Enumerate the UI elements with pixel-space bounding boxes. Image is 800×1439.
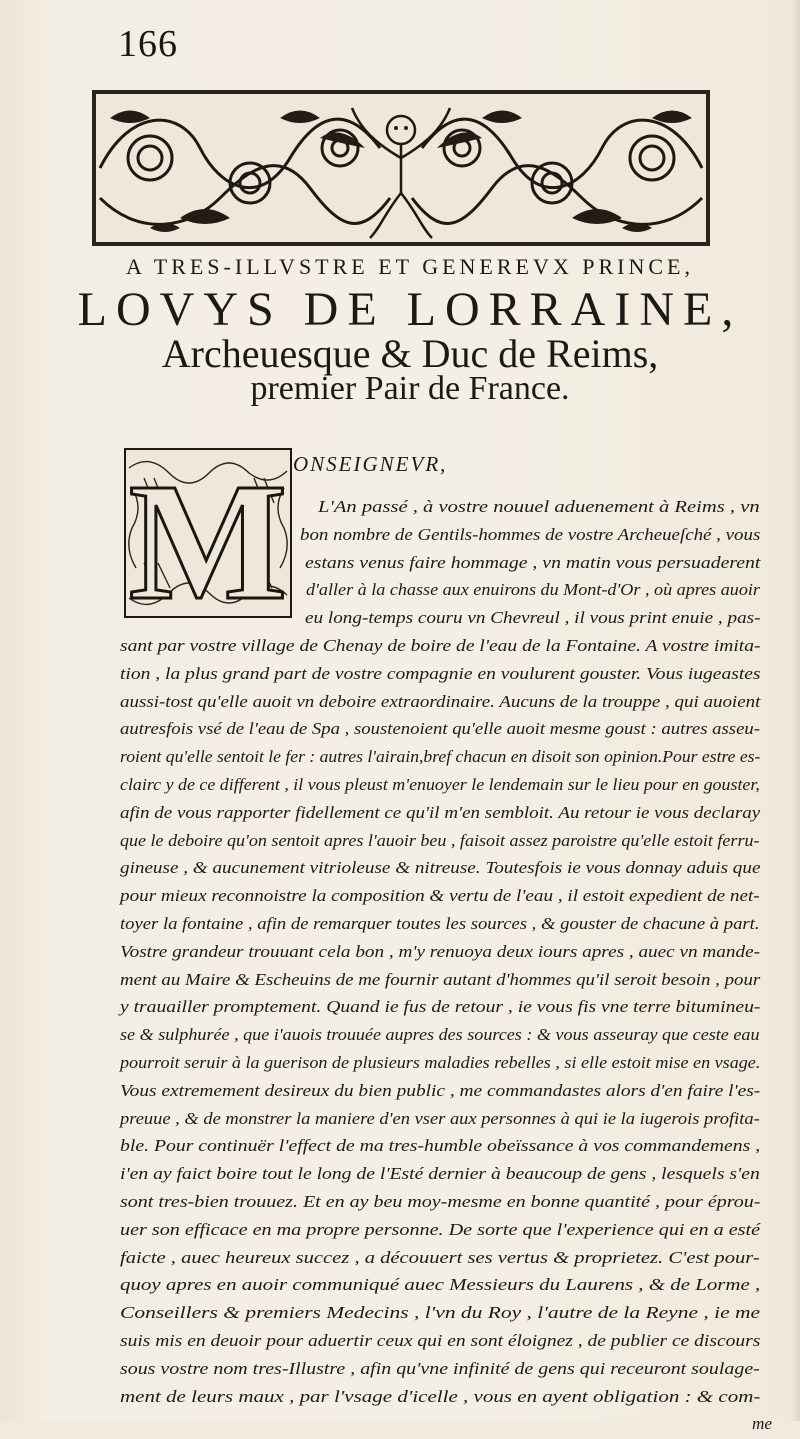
dedicatee-title: Archeuesque & Duc de Reims,: [161, 331, 659, 376]
text-line: eu long-temps couru vn Chevreul , il vous print enuie , pas-: [305, 608, 761, 628]
text-line: que le deboire qu'on sentoit apres l'auoir beu , faisoit assez paroistre qu'elle estoit ferru-: [120, 830, 760, 850]
text-line: gineuse , & aucunement vitrioleuse & nitreuse. Toutesfois ie vous donnay aduis que: [120, 858, 761, 878]
text-line: autresfois vsé de l'eau de Spa , soustenoient qu'elle auoit mesme goust : autres asseu-: [120, 719, 760, 739]
text-line: sont tres-bien trouuez. Et en ay beu moy-mesme en bonne quantité , pour éprou-: [120, 1192, 761, 1211]
catchword: me: [752, 1414, 773, 1434]
text-line: L'An passé , à vostre nouuel aduenement à Reims , vn: [318, 497, 760, 516]
text-line: Vostre grandeur trouuant cela bon , m'y renuoya deux iours apres , auec vn mande-: [120, 941, 760, 961]
text-line: ment au Maire & Escheuins de me fournir autant d'hommes qu'il seroit besoin , pour: [120, 969, 761, 989]
text-line: roient qu'elle sentoit le fer : autres l'airain,bref chacun en disoit son opinion.Pour estre es-: [120, 747, 761, 767]
text-line: pour mieux reconnoistre la composition & vertu de l'eau , il estoit expedient de net-: [120, 886, 760, 906]
page-edge-shadow: [790, 0, 800, 1421]
text-line: uer son efficace en ma propre personne. De sorte que l'experience qui en a esté: [120, 1219, 761, 1239]
text-line: sant par vostre village de Chenay de boire de l'eau de la Fontaine. A vostre imita-: [120, 636, 761, 655]
text-line: se & sulphurée , que i'auois trouuée aupres des sources : & vous asseuray que ceste eau: [120, 1025, 760, 1045]
text-line: faicte , auec heureux succez , a découuert ses vertus & proprietez. C'est pour-: [120, 1247, 760, 1267]
salutation: ONSEIGNEVR,: [293, 452, 448, 476]
drop-cap-letter: M: [128, 449, 288, 618]
text-line: d'aller à la chasse aux enuirons du Mont-d'Or , où apres auoir: [306, 580, 760, 600]
text-line: ble. Pour continuër l'effect de ma tres-humble obeïssance à vos commandemens ,: [120, 1136, 761, 1156]
text-line: tion , la plus grand part de vostre compagnie en voulurent gouster. Vous iugeastes: [120, 663, 761, 683]
text-line: bon nombre de Gentils-hommes de vostre Archeueſché , vous: [300, 524, 761, 544]
text-line: clairc y de ce different , il vous pleust m'enuoyer le lendemain sur le lieu pour en gouster,: [120, 775, 760, 794]
text-line: Conseillers & premiers Medecins , l'vn du Roy , l'autre de la Reyne , ie me: [120, 1303, 761, 1323]
text-line: sous vostre nom tres-Illustre , afin qu'vne infinité de gens qui receuront soulage-: [120, 1358, 760, 1378]
dedicatee-rank: premier Pair de France.: [250, 370, 570, 407]
dedicatee-name: LOVYS DE LORRAINE,: [77, 283, 743, 336]
text-line: afin de vous rapporter fidellement ce qu'il m'en sembloit. Au retour ie vous declaray: [120, 802, 761, 822]
text-line: toyer la fontaine , afin de remarquer toutes les sources , & gouster de chacune à part.: [120, 914, 760, 933]
text-line: y trauailler promptement. Quand ie fus de retour , ie vous fis vne terre bitumineu-: [120, 997, 761, 1017]
ornamental-headpiece: [90, 88, 712, 248]
text-line: suis mis en deuoir pour aduertir ceux qui en sont éloignez , de publier ce discours: [120, 1331, 761, 1350]
text-line: quoy apres en auoir communiqué auec Messieurs du Laurens , & de Lorme ,: [120, 1275, 761, 1295]
text-line: estans venus faire hommage , vn matin vous persuaderent: [305, 552, 761, 572]
text-line: aussi-tost qu'elle auoit vn deboire extraordinaire. Aucuns de la trouppe , qui auoient: [120, 691, 761, 711]
decorated-initial-m: [124, 448, 292, 618]
text-line: i'en ay faict boire tout le long de l'Esté dernier à beaucoup de gens , lesquels s'en: [120, 1164, 760, 1184]
dedication-address: A TRES-ILLVSTRE ET GENEREVX PRINCE,: [125, 254, 694, 279]
text-line: Vous extremement desireux du bien public , me commandastes alors d'en faire l'es-: [120, 1080, 761, 1100]
page-number: 166: [118, 23, 178, 65]
text-line: ment de leurs maux , par l'vsage d'icelle , vous en ayent obligation : & com-: [120, 1386, 761, 1406]
text-line: pourroit seruir à la guerison de plusieurs maladies rebelles , si elle estoit mise en vsage.: [120, 1053, 761, 1072]
text-line: preuue , & de monstrer la maniere d'en vser aux personnes à qui ie la iugerois profita-: [120, 1108, 760, 1128]
